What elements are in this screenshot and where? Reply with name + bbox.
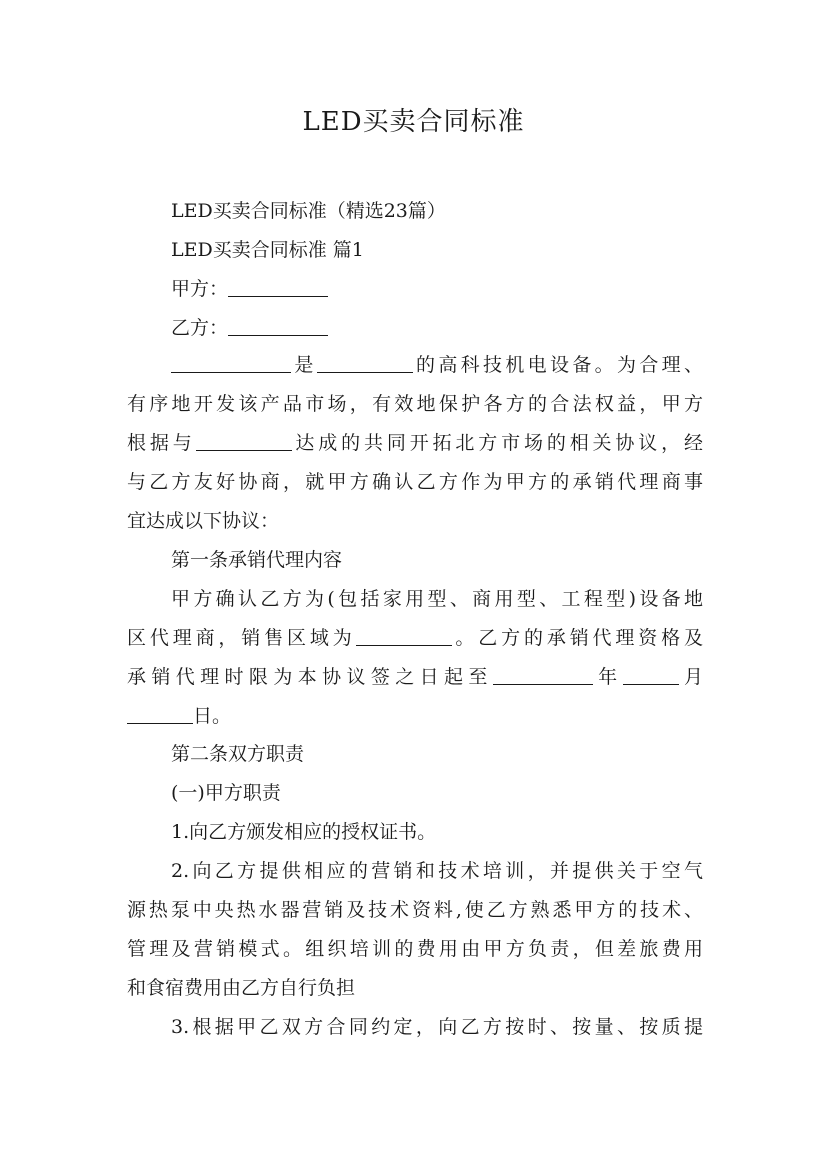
product-name-blank [171,350,291,373]
article-2-heading-paragraph [127,735,703,774]
intro-line-3 [127,424,703,463]
article-1-line-4 [127,697,703,736]
item-3-line-1: 3.根据甲乙双方合同约定，向乙方按时、按量、按质提 [171,1016,703,1038]
article-1-heading-paragraph [127,541,703,580]
company-name-blank [317,350,413,373]
intro-line-1-b: 的高科技机电设备。为合理、 [412,354,703,376]
party-a-label: 甲方： [171,278,229,300]
intro-paragraph [127,346,703,541]
intro-line-1 [127,346,703,385]
party-b-blank [228,313,328,336]
article-1-line-2-a: 区代理商，销售区域为 [127,627,356,649]
item-2-line-1: 2.向乙方提供相应的营销和技术培训，并提供关于空气 [171,860,703,882]
article-1-paragraph [127,580,703,736]
item-2-line-2: 源热泵中央热水器营销及技术资料,使乙方熟悉甲方的技术、 [127,899,703,921]
item-1-paragraph [127,813,703,852]
intro-line-3-b: 达成的共同开拓北方市场的相关协议，经 [291,432,703,454]
party-a-line [127,270,703,309]
sales-region-blank [356,623,452,646]
section-heading-paragraph [127,231,703,270]
party-a-paragraph [127,270,703,309]
article-1-line-2 [127,619,703,658]
article-1-line-1: 甲方确认乙方为(包括家用型、商用型、工程型)设备地 [171,588,703,610]
item-2-paragraph [127,852,703,1008]
document-title: LED买卖合同标准 [302,107,525,137]
year-blank [493,662,593,685]
subtitle-text: LED买卖合同标准（精选23篇） [171,200,446,222]
article-2-heading: 第二条双方职责 [171,743,305,765]
intro-line-3-a: 根据与 [127,432,196,454]
article-1-line-3-c: 月 [678,666,703,688]
article-1-line-3 [127,658,703,697]
sub-heading-a-paragraph [127,774,703,813]
party-b-label: 乙方： [171,317,229,339]
article-1-heading: 第一条承销代理内容 [171,549,343,571]
partner-name-blank [196,428,292,451]
intro-line-4: 与乙方友好协商，就甲方确认乙方作为甲方的承销代理商事 [127,471,703,493]
sub-heading-a: (一)甲方职责 [171,782,281,804]
party-a-blank [228,274,328,297]
section-heading: LED买卖合同标准 篇1 [171,239,364,261]
item-2-line-3: 管理及营销模式。组织培训的费用由甲方负责，但差旅费用 [127,938,703,960]
intro-line-1-a: 是 [291,354,317,376]
item-1: 1.向乙方颁发相应的授权证书。 [171,821,437,843]
intro-line-2: 有序地开发该产品市场，有效地保护各方的合法权益，甲方 [127,393,703,415]
article-1-line-4-text: 日。 [193,705,232,727]
party-b-paragraph [127,309,703,348]
subtitle-paragraph [127,192,703,231]
article-1-line-3-a: 承销代理时限为本协议签之日起至 [127,666,493,688]
month-blank [623,662,679,685]
article-1-line-2-b: 。乙方的承销代理资格及 [451,627,703,649]
item-2-line-4: 和食宿费用由乙方自行负担 [127,977,356,999]
day-blank [127,701,193,724]
article-1-line-3-b: 年 [592,666,623,688]
intro-line-5: 宜达成以下协议： [127,510,280,532]
party-b-line [127,309,703,348]
item-3-paragraph [127,1008,703,1047]
